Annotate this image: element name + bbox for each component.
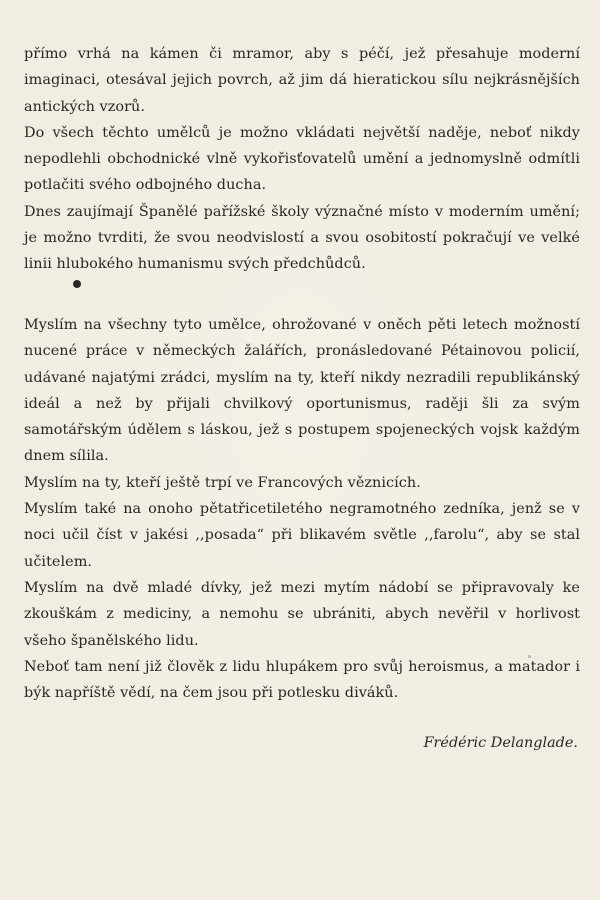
text-block-lower xyxy=(24,312,580,706)
paragraph: Neboť tam není již člověk z lidu hlupákem pro svůj heroismus, a matador i býk napříště vědí, na čem jsou při potlesku diváků. xyxy=(24,658,580,702)
paragraph: Myslím na všechny tyto umělce, ohrožované v oněch pěti letech možností nucené práce v německých žalářích, pronásledované Pétainovou policií, udávané najatými zrádci, myslím na ty, kteří nikdy nezradili republikánský ideál a než by přijali chvilkový oportunismus, raději šli za svým samotářským údělem s láskou, jež s postupem spojeneckých vojsk každým dnem sílila. xyxy=(24,317,580,465)
paragraph: Myslím na dvě mladé dívky, jež mezi mytím nádobí se připravovaly ke zkouškám z mediciny, a nemohu se ubrániti, abych nevěřil v horlivost všeho španělského lidu. xyxy=(24,579,580,649)
paper-speck xyxy=(528,655,531,658)
author-signature: Frédéric Delanglade. xyxy=(423,735,578,751)
bullet-separator-icon xyxy=(73,280,81,288)
paragraph: Dnes zaujímají Španělé pařížské školy význačné místo v moderním umění; je možno tvrditi, že svou neodvislostí a svou osobitostí pokračují ve velké linii hlubokého humanismu svých předchůdců. xyxy=(24,203,580,273)
paragraph: Myslím na ty, kteří ještě trpí ve Francových věznicích. xyxy=(24,474,421,491)
paragraph: přímo vrhá na kámen či mramor, aby s péčí, jež přesahuje moderní imaginaci, otesával jejich povrch, až jim dá hieratickou sílu nejkrásnějších antických vzorů. xyxy=(24,46,580,115)
text-block-upper xyxy=(24,41,580,278)
paragraph: Do všech těchto umělců je možno vkládati největší naděje, neboť nikdy nepodlehli obchodnické vlně vykořisťovatelů umění a jednomyslně odmítli potlačiti svého odbojného ducha. xyxy=(24,124,580,194)
paragraph: Myslím také na onoho pětatřicetiletého negramotného zedníka, jenž se v noci učil číst v jakési ,,posada“ při blikavém světle ,,farolu“, aby se stal učitelem. xyxy=(24,501,580,570)
